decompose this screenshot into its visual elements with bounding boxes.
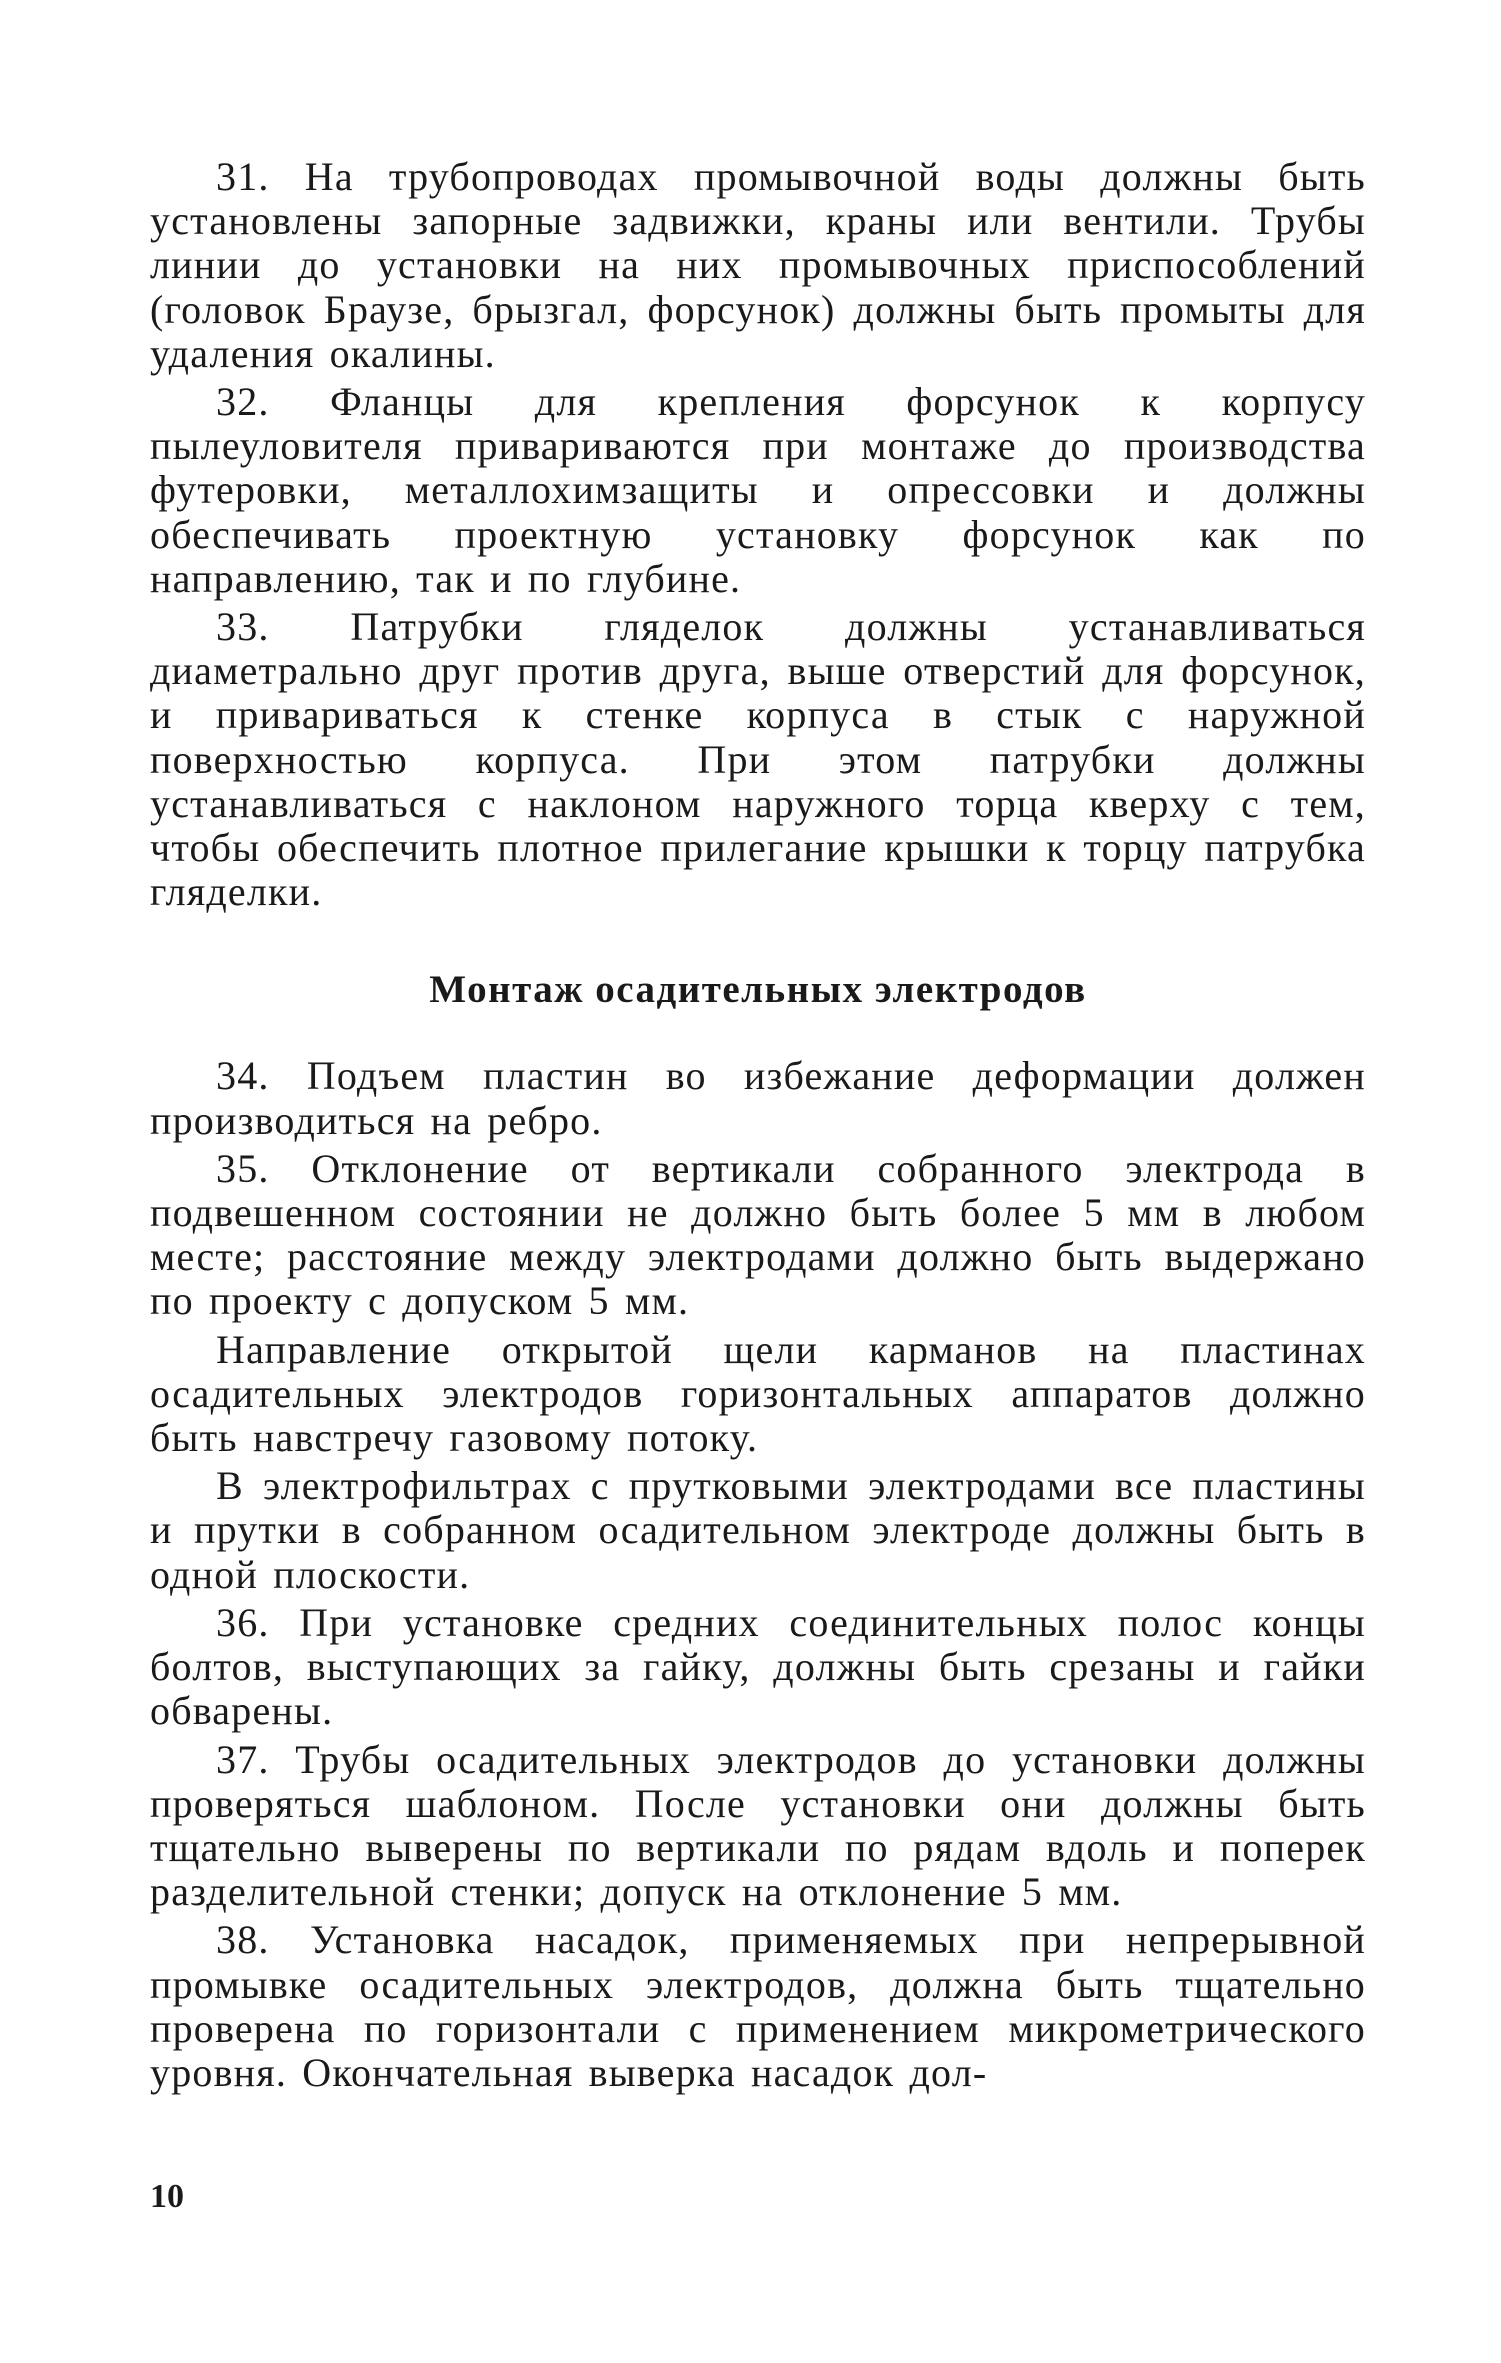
paragraph-34: 34. Подъем пластин во избежание деформации должен производиться на ребро. — [150, 1053, 1366, 1143]
page-number: 10 — [150, 2178, 184, 2215]
paragraph-36: 36. При установке средних соединительных полос концы болтов, выступающих за гайку, должны быть срезаны и гайки обварены. — [150, 1599, 1366, 1734]
paragraph-35-rod-electrodes: В электрофильтрах с прутковыми электродами все пластины и прутки в собранном осадительном электроде должны быть в одной плоскости. — [150, 1463, 1366, 1597]
paragraph-33: 33. Патрубки гляделок должны устанавливаться диаметрально друг против друга, выше отверстий для форсунок, и привариваться к стенке корпуса в стык с наружной поверхностью корпуса. При этом патрубки должны устанавливаться с наклоном наружного торца кверху с тем, чтобы обеспечить плотное прилегание крышки к торцу патрубка гляделки. — [150, 604, 1366, 915]
paragraph-32: 32. Фланцы для крепления форсунок к корпусу пылеуловителя привариваются при монтаже до производства футеровки, металлохимзащиты и опрессовки и должны обеспечивать проектную установку форсунок как по направлению, так и по глубине. — [150, 379, 1366, 601]
paragraph-38: 38. Установка насадок, применяемых при непрерывной промывке осадительных электродов, должна быть тщательно проверена по горизонтали с применением микрометрического уровня. Окончательная выверка насадок дол- — [150, 1917, 1366, 2095]
paragraph-35: 35. Отклонение от вертикали собранного электрода в подвешенном состоянии не должно быть более 5 мм в любом месте; расстояние между электродами должно быть выдержано по проекту с допуском 5 мм. — [150, 1145, 1366, 1324]
paragraph-35-direction: Направление открытой щели карманов на пластинах осадительных электродов горизонтальных аппаратов должно быть навстречу газовому потоку. — [150, 1326, 1366, 1461]
paragraph-37: 37. Трубы осадительных электродов до установки должны проверяться шаблоном. После установки они должны быть тщательно выверены по вертикали по рядам вдоль и поперек разделительной стенки; допуск на отклонение 5 мм. — [150, 1736, 1366, 1915]
paragraph-31: 31. На трубопроводах промывочной воды должны быть установлены запорные задвижки, краны или вентили. Трубы линии до установки на них промывочных приспособлений (головок Браузе, брызгал, форсунок) должны быть промыты для удаления окалины. — [150, 154, 1366, 376]
section-heading: Монтаж осадительных электродов — [429, 968, 1087, 1012]
